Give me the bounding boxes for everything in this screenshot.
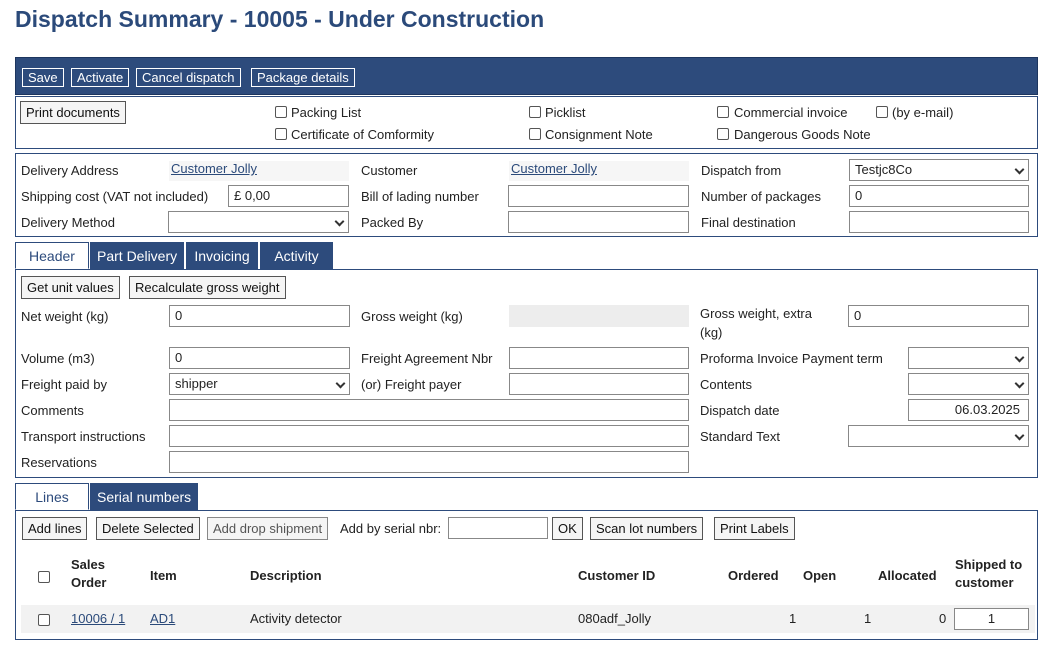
row-allocated: 0: [939, 611, 947, 626]
gross-weight-input: [509, 305, 689, 327]
picklist-label: Picklist: [545, 105, 586, 120]
packed-by-input[interactable]: [508, 211, 689, 233]
save-button[interactable]: Save: [22, 68, 64, 87]
packed-by-label: Packed By: [361, 215, 424, 230]
header-tab-panel: [15, 269, 1038, 478]
ok-button[interactable]: OK: [552, 517, 583, 540]
shipping-cost-label: Shipping cost (VAT not included): [21, 189, 209, 204]
dispatch-date-input[interactable]: 06.03.2025: [908, 399, 1029, 421]
column-header-allocated: Allocated: [878, 568, 937, 583]
row-open: 1: [864, 611, 872, 626]
column-header-ordered: Ordered: [728, 568, 779, 583]
consignment-note-checkbox[interactable]: [529, 128, 541, 140]
cancel-dispatch-button[interactable]: Cancel dispatch: [136, 68, 241, 87]
delete-selected-button[interactable]: Delete Selected: [96, 517, 200, 540]
delivery-method-label: Delivery Method: [21, 215, 115, 230]
column-header-description: Description: [250, 568, 322, 583]
tab-lines[interactable]: Lines: [15, 483, 89, 510]
get-unit-values-button[interactable]: Get unit values: [21, 276, 120, 299]
tab-serial-numbers[interactable]: Serial numbers: [90, 483, 198, 510]
freight-paid-by-select[interactable]: [169, 373, 350, 395]
column-header-shipped: [955, 556, 1022, 592]
final-destination-label: Final destination: [701, 215, 796, 230]
standard-text-select[interactable]: [848, 425, 1029, 447]
package-details-button[interactable]: Package details: [251, 68, 355, 87]
chevron-down-icon: [1015, 353, 1025, 363]
customer-label: Customer: [361, 163, 418, 178]
dispatch-date-label: Dispatch date: [700, 403, 780, 418]
print-documents-button[interactable]: Print documents: [20, 101, 126, 124]
number-of-packages-label: Number of packages: [701, 189, 821, 204]
recalculate-gross-weight-button[interactable]: Recalculate gross weight: [129, 276, 286, 299]
page-title: Dispatch Summary - 10005 - Under Construction: [15, 6, 545, 32]
packing-list-label: Packing List: [291, 105, 362, 120]
reservations-label: Reservations: [21, 455, 97, 470]
print-labels-button[interactable]: Print Labels: [714, 517, 795, 540]
scan-lot-numbers-button[interactable]: Scan lot numbers: [590, 517, 703, 540]
gross-weight-extra-input[interactable]: 0: [848, 305, 1029, 327]
delivery-method-select[interactable]: [168, 211, 349, 233]
tab-part-delivery[interactable]: Part Delivery: [90, 242, 184, 269]
picklist-checkbox[interactable]: [529, 106, 541, 118]
select-all-checkbox[interactable]: [38, 571, 50, 583]
chevron-down-icon: [1015, 379, 1025, 389]
chevron-down-icon: [1015, 431, 1025, 441]
delivery-panel: [15, 153, 1038, 237]
column-header-shipped-line2: customer: [955, 575, 1014, 590]
column-header-open: Open: [803, 568, 837, 583]
certificate-checkbox[interactable]: [275, 128, 287, 140]
by-email-checkbox[interactable]: [876, 106, 888, 118]
column-header-shipped-line1: Shipped to: [955, 557, 1023, 572]
contents-label: Contents: [700, 377, 753, 392]
freight-payer-label: (or) Freight payer: [361, 377, 462, 392]
dangerous-goods-checkbox[interactable]: [717, 128, 729, 140]
add-by-serial-label: Add by serial nbr:: [340, 521, 442, 536]
commercial-invoice-label: Commercial invoice: [734, 105, 848, 120]
reservations-input[interactable]: [169, 451, 689, 473]
chevron-down-icon: [336, 379, 346, 389]
packing-list-checkbox[interactable]: [275, 106, 287, 118]
item-link[interactable]: AD1: [150, 611, 176, 626]
dispatch-from-select[interactable]: [849, 159, 1029, 181]
shipping-cost-input[interactable]: £ 0,00: [228, 185, 349, 207]
add-drop-shipment-button[interactable]: Add drop shipment: [207, 517, 328, 540]
number-of-packages-input[interactable]: 0: [849, 185, 1029, 207]
dispatch-from-label: Dispatch from: [701, 163, 782, 178]
customer-link[interactable]: Customer Jolly: [509, 161, 689, 181]
bill-of-lading-label: Bill of lading number: [361, 189, 479, 204]
dangerous-goods-label: Dangerous Goods Note: [734, 127, 871, 142]
shipped-quantity-input[interactable]: 1: [954, 608, 1029, 630]
row-checkbox[interactable]: [38, 614, 50, 626]
tab-header[interactable]: Header: [15, 242, 89, 269]
proforma-payment-term-select[interactable]: [908, 347, 1029, 369]
print-documents-panel: [15, 96, 1038, 149]
gross-weight-extra-unit-label: (kg): [700, 325, 723, 340]
volume-label: Volume (m3): [21, 351, 95, 366]
commercial-invoice-checkbox[interactable]: [717, 106, 729, 118]
chevron-down-icon: [1015, 165, 1025, 175]
tab-invoicing[interactable]: Invoicing: [186, 242, 258, 269]
freight-agreement-label: Freight Agreement Nbr: [361, 351, 493, 366]
delivery-address-label: Delivery Address: [21, 163, 119, 178]
activate-button[interactable]: Activate: [71, 68, 129, 87]
row-description: Activity detector: [250, 611, 342, 626]
final-destination-input[interactable]: [849, 211, 1029, 233]
column-header-sales-order-line2: Order: [71, 575, 107, 590]
net-weight-label: Net weight (kg): [21, 309, 109, 324]
gross-weight-extra-label: Gross weight, extra: [700, 306, 812, 321]
transport-instructions-label: Transport instructions: [21, 429, 146, 444]
delivery-address-link[interactable]: Customer Jolly: [169, 161, 349, 181]
freight-paid-by-label: Freight paid by: [21, 377, 107, 392]
contents-select[interactable]: [908, 373, 1029, 395]
freight-agreement-input[interactable]: [509, 347, 689, 369]
bill-of-lading-input[interactable]: [508, 185, 689, 207]
proforma-payment-term-label: Proforma Invoice Payment term: [700, 351, 883, 366]
sales-order-link[interactable]: 10006 / 1: [71, 611, 126, 626]
serial-number-input[interactable]: [448, 517, 548, 539]
transport-instructions-input[interactable]: [169, 425, 689, 447]
freight-paid-by-value: shipper: [175, 376, 218, 391]
add-lines-button[interactable]: Add lines: [22, 517, 87, 540]
action-toolbar: [15, 57, 1038, 95]
column-header-sales-order-line1: Sales: [71, 557, 105, 572]
lines-panel: [15, 510, 1038, 640]
comments-input[interactable]: [169, 399, 689, 421]
column-header-sales-order: [71, 556, 106, 592]
gross-weight-label: Gross weight (kg): [361, 309, 463, 324]
by-email-label: (by e-mail): [892, 105, 954, 120]
chevron-down-icon: [335, 217, 345, 227]
consignment-note-label: Consignment Note: [545, 127, 653, 142]
net-weight-input[interactable]: 0: [169, 305, 350, 327]
column-header-item: Item: [150, 568, 177, 583]
table-row: [21, 605, 1035, 633]
comments-label: Comments: [21, 403, 84, 418]
row-customer-id: 080adf_Jolly: [578, 611, 651, 626]
volume-input[interactable]: 0: [169, 347, 350, 369]
certificate-label: Certificate of Comformity: [291, 127, 435, 142]
row-ordered: 1: [789, 611, 797, 626]
freight-payer-input[interactable]: [509, 373, 689, 395]
tab-activity[interactable]: Activity: [260, 242, 333, 269]
dispatch-from-value: Testjc8Co: [855, 162, 913, 177]
column-header-customer-id: Customer ID: [578, 568, 656, 583]
standard-text-label: Standard Text: [700, 429, 780, 444]
